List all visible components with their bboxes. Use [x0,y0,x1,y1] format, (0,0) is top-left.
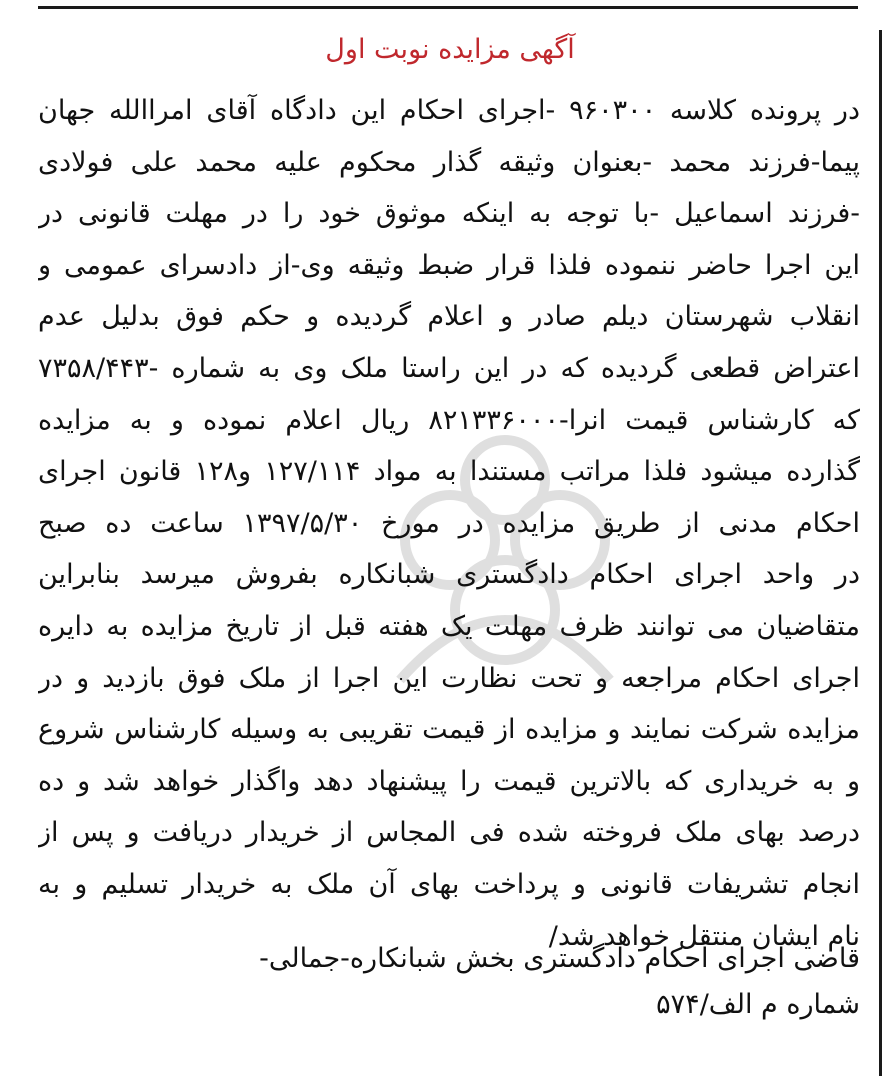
notice-line: در پرونده کلاسه ۹۶۰۳۰۰ -اجرای احکام این دادگاه آقای امراالله جهان [38,95,860,126]
reference-number: شماره م الف/۵۷۴ [656,989,860,1020]
right-border-rule [879,30,882,1076]
notice-line: مزایده شرکت نمایند و مزایده از قیمت تقریبی به وسیله کارشناس شروع [38,714,860,746]
notice-line-final: نام ایشان منتقل خواهد شد/ [548,920,860,952]
notice-signature-block [38,936,860,1028]
top-border-rule [38,6,858,9]
notice-line: انجام تشریفات قانونی و پرداخت بهای آن ملک به خریدار تسلیم و به [38,868,860,900]
notice-line: اجرای احکام مراجعه و تحت نظارت این اجرا از ملک فوق بازدید و در [38,662,860,694]
notice-line: و به خریداری که بالاترین قیمت را پیشنهاد دهد واگذار خواهد شد و ده [38,765,860,797]
notice-line: -فرزند اسماعیل -با توجه به اینکه موثوق خود را در مهلت قانونی در [38,198,860,230]
notice-line: در واحد اجرای احکام دادگستری شبانکاره بفروش میرسد بنابراین [38,559,860,591]
notice-line: انقلاب شهرستان دیلم صادر و اعلام گردیده و حکم فوق بدلیل عدم [38,301,860,333]
notice-line: گذارده میشود فلذا مراتب مستندا به مواد ۱۲۷/۱۱۴ و۱۲۸ قانون اجرای [38,456,860,488]
notice-line: این اجرا حاضر ننموده فلذا قرار ضبط وثیقه وی-از دادسرای عمومی و [38,249,860,281]
judge-signature: قاضی اجرای احکام دادگستری بخش شبانکاره-جمالی- [259,943,860,974]
notice-line: احکام مدنی از طریق مزایده در مورخ ۱۳۹۷/۵/۳۰ ساعت ده صبح [38,507,860,539]
notice-line: متقاضیان می توانند ظرف مهلت یک هفته قبل از تاریخ مزایده به دایره [38,610,860,642]
notice-line: پیما-فرزند محمد -بعنوان وثیقه گذار محکوم علیه محمد علی فولادی [38,146,860,178]
notice-line: اعتراض قطعی گردیده که در این راستا ملک وی به شماره -۷۳۵۸/۴۴۳ [38,352,860,384]
notice-title: آگهی مزایده نوبت اول [325,34,575,65]
notice-line: درصد بهای ملک فروخته شده فی المجاس از خریدار دریافت و پس از [38,817,860,849]
notice-body [38,85,860,962]
notice-line: که کارشناس قیمت انرا-۸۲۱۳۳۶۰۰۰ ریال اعلام نموده و به مزایده [38,404,860,436]
